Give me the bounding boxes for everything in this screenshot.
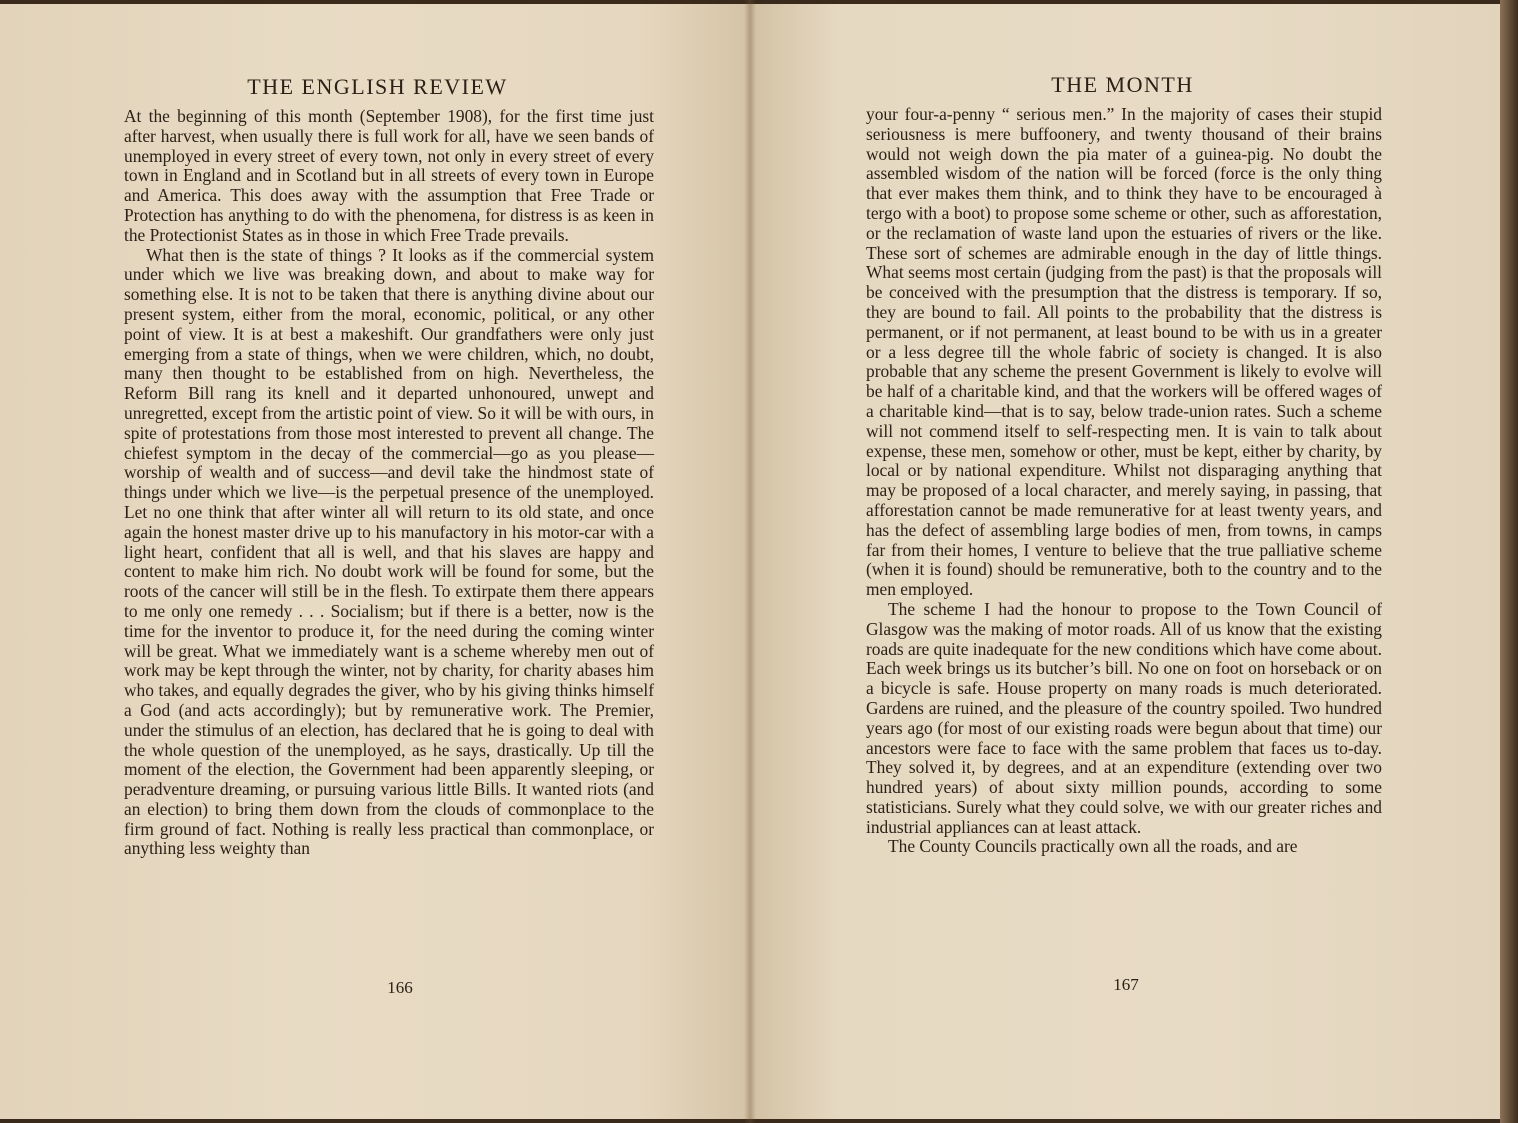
left-page xyxy=(0,4,750,1119)
page-number-right: 167 xyxy=(1113,975,1139,994)
running-head-right: THE MONTH xyxy=(1051,72,1194,97)
right-page xyxy=(750,4,1502,1119)
book-edge xyxy=(1500,0,1518,1123)
running-head-left: THE ENGLISH REVIEW xyxy=(247,74,508,99)
left-page-text xyxy=(124,107,654,859)
paragraph: The County Councils practically own all the roads, and are xyxy=(888,836,1298,857)
right-page-text xyxy=(866,105,1382,857)
page-number-left: 166 xyxy=(387,978,413,997)
paragraph: What then is the state of things ? It looks as if the commercial system under which we live was breaking down, and about to make way for something else. It is not to be taken that there is anything divine about our present system, either from the moral, economic, political, or any other point of view. It is at best a makeshift. Our grandfathers were only just emerging from a state of things, when we were children, which, no doubt, many then thought to be established from on high. Nevertheless, the Reform Bill rang its knell and it departed unhonoured, unwept and unregretted, except from the artistic point of view. So it will be with ours, in spite of protestations from those most interested to prevent all change. The chiefest symptom in the decay of the commercial—go as you please—worship of wealth and of success—and devil take the hindmost state of things under which we live—is the perpetual presence of the unemployed. Let no one think that after winter all will return to its old state, and once again the honest master drive up to his manufactory in his motor-car with a light heart, confident that all is well, and that his slaves are happy and content to make him rich. No doubt work will be found for some, but the roots of the cancer will still be in the flesh. To extirpate them there appears to me only one remedy . . . Socialism; but if there is a better, now is the time for the inventor to produce it, for the need during the coming winter will be great. What we immediately want is a scheme whereby men out of work may be kept through the winter, not by charity, for charity abases him who takes, and equally degrades the giver, who by his giving thinks himself a God (and acts accordingly); but by remunerative work. The Premier, under the stimulus of an election, has declared that he is going to deal with the whole question of the unemployed, as he says, drastically. Up till the moment of the election, the Government had been apparently sleeping, or peradventure dreaming, or pursuing various little Bills. It wanted riots (and an election) to bring them down from the clouds of commonplace to the firm ground of fact. Nothing is really less practical than commonplace, or anything less weighty than xyxy=(124,244,654,859)
book-gutter xyxy=(744,0,756,1123)
paragraph: The scheme I had the honour to propose to the Town Council of Glasgow was the making of motor roads. All of us know that the existing roads are quite inadequate for the new conditions which have come about. Each week brings us its butcher’s bill. No one on foot on horseback or on a bicycle is safe. House property on many roads is much deteriorated. Gardens are ruined, and the pleasure of the country spoiled. Two hundred years ago (for most of our existing roads were begun about that time) our ancestors were face to face with the same problem that faces us to-day. They solved it, by degrees, and at an expenditure (extending over two hundred years) of about sixty million pounds, according to some statisticians. Surely what they could solve, we with our greater riches and industrial appliances can at least attack. xyxy=(866,598,1382,837)
paragraph: At the beginning of this month (September 1908), for the first time just after harvest, when usually there is full work for all, have we seen bands of unemployed in every street of every town, not only in every street of every town in England and in Scotland but in all streets of every town in Europe and America. This does away with the assumption that Free Trade or Protection has anything to do with the phenomena, for distress is as keen in the Protectionist States as in those in which Free Trade prevails. xyxy=(124,106,654,245)
paragraph: your four-a-penny “ serious men.” In the majority of cases their stupid seriousness is mere buffoonery, and twenty thousand of their brains would not weigh down the pia mater of a guinea-pig. No doubt the assembled wisdom of the nation will be forced (force is the only thing that ever makes them think, and to think they have to be encouraged à tergo with a boot) to propose some scheme or other, such as afforestation, or the reclamation of waste land upon the estuaries of rivers or the like. These sort of schemes are admirable enough in the day of little things. What seems most certain (judging from the past) is that the proposals will be conceived with the presumption that the distress is temporary. If so, they are bound to fail. All points to the probability that the distress is permanent, or if not permanent, at least bound to be with us in a greater or a less degree till the whole fabric of society is changed. It is also probable that any scheme the present Government is likely to evolve will be half of a charitable kind, and that the workers will be offered wages of a charitable kind—that is to say, below trade-union rates. Such a scheme will not commend itself to self-respecting men. It is vain to talk about expense, these men, somehow or other, must be kept, either by charity, by local or by national expenditure. Whilst not disparaging anything that may be proposed of a local character, and merely saying, in passing, that afforestation cannot be made remunerative for at least twenty years, and has the defect of assembling large bodies of men, from towns, in camps far from their homes, I venture to believe that the true palliative scheme (when it is found) should be remunerative, both to the country and to the men employed. xyxy=(866,104,1382,600)
